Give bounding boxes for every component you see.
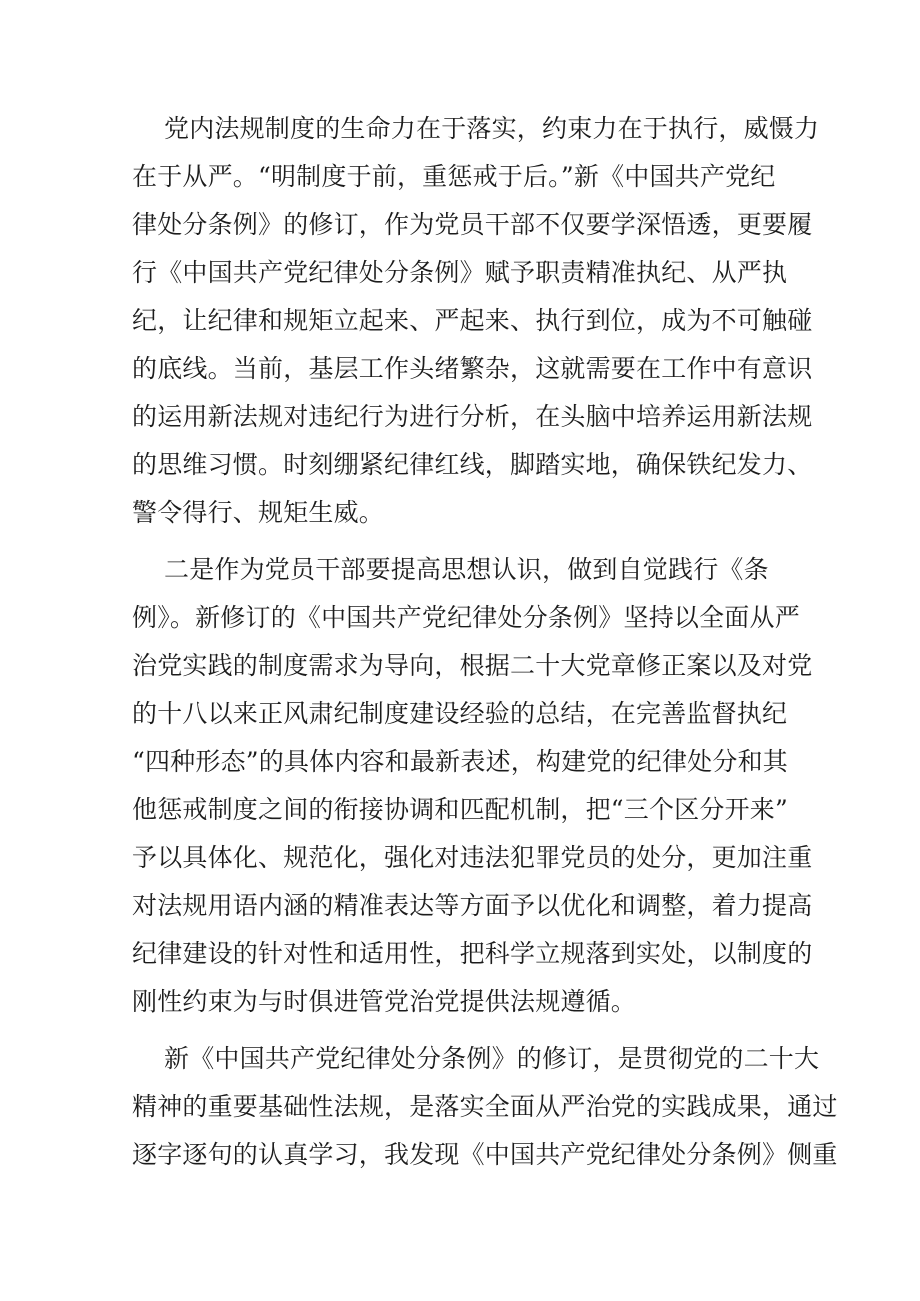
paragraph-line: 二是作为党员干部要提高思想认识，做到自觉践行《条 xyxy=(164,555,769,584)
paragraph-1 xyxy=(132,114,820,527)
paragraph-line: 予以具体化、规范化，强化对违法犯罪党员的处分，更加注重 xyxy=(132,843,813,872)
paragraph-3 xyxy=(132,1044,838,1169)
paragraph-line: 行《中国共产党纪律处分条例》赋予职责精准执纪、从严执 xyxy=(132,258,788,287)
paragraph-line: 刚性约束为与时俱进管党治党提供法规遵循。 xyxy=(132,987,637,1016)
paragraph-line: 律处分条例》的修订，作为党员干部不仅要学深悟透，更要履 xyxy=(132,210,813,239)
paragraph-line: 精神的重要基础性法规，是落实全面从严治党的实践成果，通过 xyxy=(132,1092,838,1121)
paragraph-line: 警令得行、规矩生威。 xyxy=(132,498,385,527)
paragraph-line: 的运用新法规对违纪行为进行分析，在头脑中培养运用新法规 xyxy=(132,402,813,431)
paragraph-line: 例》。新修订的《中国共产党纪律处分条例》坚持以全面从严 xyxy=(132,603,800,632)
paragraph-line: 对法规用语内涵的精准表达等方面予以优化和调整，着力提高 xyxy=(132,891,813,920)
paragraph-line: 纪，让纪律和规矩立起来、严起来、执行到位，成为不可触碰 xyxy=(132,306,813,335)
paragraph-line: 在于从严。“明制度于前，重惩戒于后。”新《中国共产党纪 xyxy=(132,162,776,191)
paragraph-line: 的十八以来正风肃纪制度建设经验的总结，在完善监督执纪 xyxy=(132,699,788,728)
document-body xyxy=(132,114,838,1188)
paragraph-2 xyxy=(132,555,813,1016)
paragraph-line: “四种形态”的具体内容和最新表述，构建党的纪律处分和其 xyxy=(132,747,788,776)
paragraph-line: 纪律建设的针对性和适用性，把科学立规落到实处，以制度的 xyxy=(132,939,813,968)
paragraph-line: 的思维习惯。时刻绷紧纪律红线，脚踏实地，确保铁纪发力、 xyxy=(132,450,813,479)
paragraph-line: 新《中国共产党纪律处分条例》的修订，是贯彻党的二十大 xyxy=(164,1044,820,1073)
paragraph-line: 的底线。当前，基层工作头绪繁杂，这就需要在工作中有意识 xyxy=(132,354,813,383)
paragraph-line: 逐字逐句的认真学习，我发现《中国共产党纪律处分条例》侧重 xyxy=(132,1140,838,1169)
paragraph-line: 他惩戒制度之间的衔接协调和匹配机制，把“三个区分开来” xyxy=(132,795,788,824)
paragraph-line: 党内法规制度的生命力在于落实，约束力在于执行，威慑力 xyxy=(164,114,820,143)
paragraph-line: 治党实践的制度需求为导向，根据二十大党章修正案以及对党 xyxy=(132,651,813,680)
